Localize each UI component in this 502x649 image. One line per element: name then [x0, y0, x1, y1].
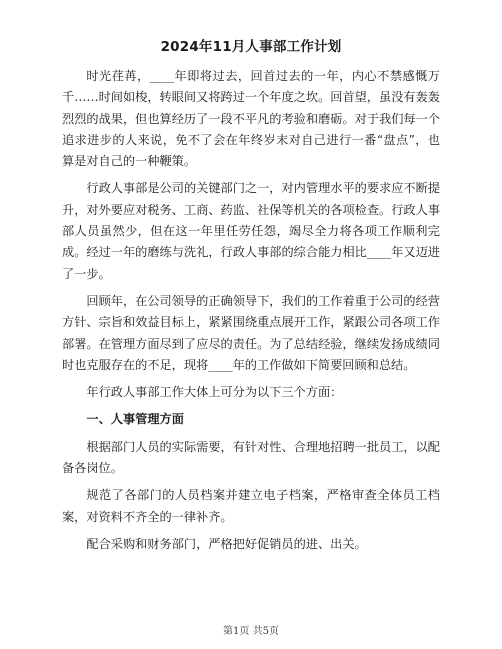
paragraph-recruitment: 根据部门人员的实际需要，有针对性、合理地招聘一批员工，以配备各岗位。 [62, 439, 440, 476]
document-body [62, 66, 440, 561]
paragraph-review: 回顾年，在公司领导的正确领导下，我们的工作着重于公司的经营方针、宗旨和效益目标上，紧紧围绕重点展开工作，紧跟公司各项工作部署。在管理方面尽到了应尽的责任。为了总结经验，继续发扬成绩同时也克服存在的不足，现将____年的工作做如下简要回顾和总结。 [62, 293, 440, 372]
paragraph-overview: 年行政人事部工作大体上可分为以下三个方面： [86, 385, 343, 400]
document-title: 2024年11月人事部工作计划 [160, 39, 342, 55]
paragraph-intro: 时光荏苒，____年即将过去，回首过去的一年，内心不禁感慨万千……时间如梭，转眼间又将跨过一个年度之坎。回首望，虽没有轰轰烈烈的战果，但也算经历了一段不平凡的考验和磨砺。对于我们每一个追求进步的人来说，免不了会在年终岁末对自己进行一番“盘点”，也算是对自己的一种鞭策。 [62, 69, 440, 169]
paragraph-archives: 规范了各部门的人员档案并建立电子档案，严格审查全体员工档案，对资料不齐全的一律补齐。 [62, 488, 440, 524]
paragraph-procurement: 配合采购和财务部门，严格把好促销员的进、出关。 [86, 536, 367, 551]
section-heading: 一、人事管理方面 [86, 412, 184, 427]
page-indicator: 第1页 共5页 [223, 626, 279, 637]
paragraph-department: 行政人事部是公司的关键部门之一，对内管理水平的要求应不断提升，对外要应对税务、工商、药监、社保等机关的各项检查。行政人事部人员虽然少，但在这一年里任劳任怨，竭尽全力将各项工作顺利完成。经过一年的磨练与洗礼，行政人事部的综合能力相比____年又迈进了一步。 [62, 181, 440, 281]
